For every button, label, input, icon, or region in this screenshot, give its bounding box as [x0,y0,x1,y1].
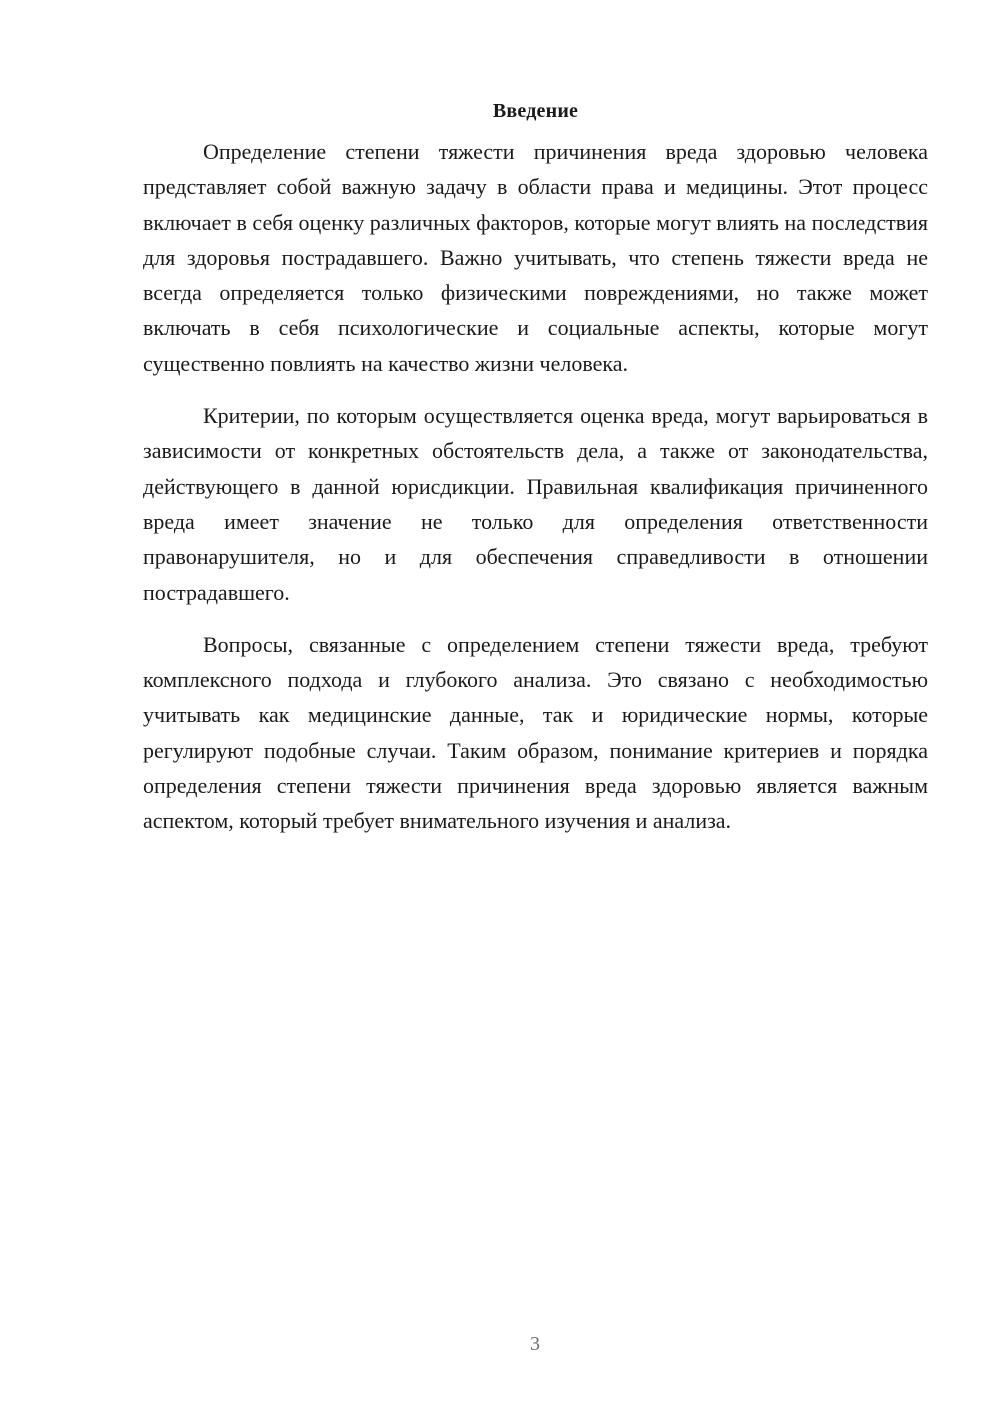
page-content [143,96,928,856]
section-heading: Введение [492,100,579,122]
paragraph-1: Определение степени тяжести причинения вреда здоровью человека представляет собой важную задачу в области права и медицины. Этот процесс включает в себя оценку различных факторов, которые могут влиять на последствия для здоровья пострадавшего. Важно учитывать, что степень тяжести вреда не всегда определяется только физическими повреждениями, но также может включать в себя психологические и социальные аспекты, которые могут существенно повлиять на качество жизни человека. [143,139,928,376]
paragraph-3: Вопросы, связанные с определением степени тяжести вреда, требуют комплексного подхода и глубокого анализа. Это связано с необходимостью учитывать как медицинские данные, так и юридические нормы, которые регулируют подобные случаи. Таким образом, понимание критериев и порядка определения степени тяжести причинения вреда здоровью является важным аспектом, который требует внимательного изучения и анализа. [143,631,928,834]
paragraph-2: Критерии, по которым осуществляется оценка вреда, могут варьироваться в зависимости от конкретных обстоятельств дела, а также от законодательства, действующего в данной юрисдикции. Правильная квалификация причиненного вреда имеет значение не только для определения ответственности правонарушителя, но и для обеспечения справедливости в отношении пострадавшего. [143,403,928,605]
page-number: 3 [530,1333,540,1355]
